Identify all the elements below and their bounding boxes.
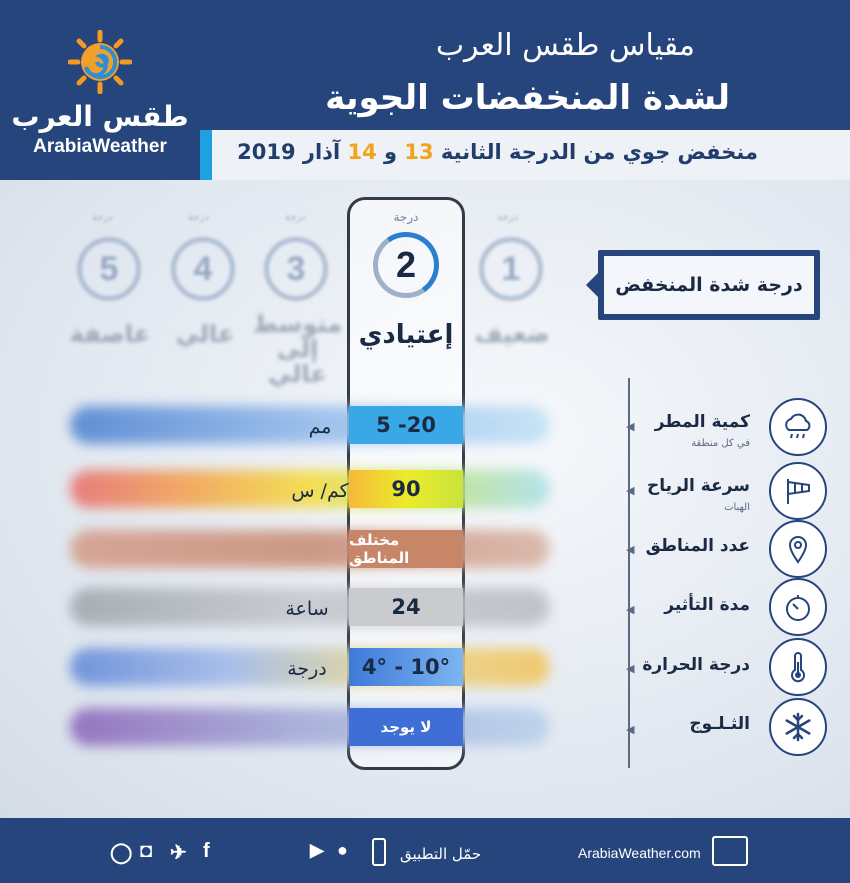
title-line1: مقياس طقس العرب (435, 28, 695, 63)
rain-label: كمية المطر (654, 412, 750, 432)
temperature-label: درجة الحرارة (642, 655, 750, 675)
duration-unit: ساعة (285, 598, 329, 620)
level-2-label: إعتيادي (358, 320, 454, 350)
windsock-icon (769, 462, 827, 520)
arrow-icon: ◀ (626, 543, 635, 556)
subtitle-pre: منخفض جوي من الدرجة الثانية (440, 140, 758, 164)
level-5-label: عاصفة (69, 320, 151, 348)
twitter-icon[interactable]: ✈ (170, 842, 187, 864)
temperature-value: 4° - 10° (349, 648, 463, 686)
title-line2: لشدة المنخفضات الجوية (325, 78, 730, 118)
subtitle-post: آذار 2019 (237, 140, 341, 164)
subtitle-accent (200, 130, 212, 180)
level-caption: درجة (285, 212, 306, 223)
rain-sublabel: في كل منطقة (691, 438, 750, 449)
snow-value: لا يوجد (349, 708, 463, 746)
snow-scale-bar (70, 708, 550, 746)
severity-tag-pointer (586, 272, 599, 298)
facebook-icon[interactable]: f (203, 840, 210, 862)
areas-label: عدد المناطق (645, 536, 750, 556)
google-play-icon[interactable]: ▶ (310, 840, 324, 860)
level-5-circle: 5 (77, 237, 141, 301)
level-caption: درجة (497, 212, 518, 223)
snow-label: الثـلـوج (689, 714, 750, 734)
subtitle (237, 140, 758, 164)
level-1-circle: 1 (479, 237, 543, 301)
level-caption: درجة (92, 212, 113, 223)
arrow-icon: ◀ (626, 484, 635, 497)
snowflake-icon (769, 698, 827, 756)
level-2-circle (373, 232, 439, 298)
phone-icon (372, 838, 386, 866)
indicator-divider (628, 378, 630, 768)
whatsapp-icon[interactable]: ◯ (110, 842, 133, 864)
stopwatch-icon (769, 578, 827, 636)
areas-value: مختلف المناطق (349, 530, 463, 568)
website-link[interactable]: ArabiaWeather.com (578, 845, 701, 861)
duration-value: 24 (349, 588, 463, 626)
logo-arabic: طقس العرب (11, 100, 189, 133)
subtitle-date2: 14 (347, 140, 377, 164)
wind-sublabel: الهبات (724, 502, 750, 513)
wind-value: 90 (349, 470, 463, 508)
instagram-icon[interactable]: ◘ (140, 840, 153, 862)
arrow-icon: ◀ (626, 723, 635, 736)
level-4-circle: 4 (171, 237, 235, 301)
thermometer-icon (769, 638, 827, 696)
apple-icon[interactable]: ● (337, 840, 348, 860)
wind-label: سرعة الرياح (647, 476, 750, 496)
subtitle-and: و (384, 140, 398, 164)
level-3-circle: 3 (264, 237, 328, 301)
subtitle-date1: 13 (404, 140, 434, 164)
arrow-icon: ◀ (626, 603, 635, 616)
download-app-label[interactable]: حمّل التطبيق (400, 845, 482, 863)
level-caption: درجة (188, 212, 209, 223)
level-2-number: 2 (395, 244, 417, 285)
arrow-icon: ◀ (626, 662, 635, 675)
rain-unit: مم (308, 416, 332, 438)
wind-unit: كم/ س (291, 480, 349, 502)
logo[interactable] (0, 0, 200, 180)
duration-label: مدة التأثير (664, 595, 750, 615)
logo-english: ArabiaWeather (33, 136, 167, 157)
temperature-unit: درجة (287, 658, 327, 680)
severity-tag-label: درجة شدة المنخفض (604, 256, 814, 314)
rain-cloud-icon (769, 398, 827, 456)
sun-logo-icon (68, 30, 132, 94)
location-pin-icon (769, 520, 827, 578)
areas-scale-bar (70, 530, 550, 568)
devices-icon (712, 836, 748, 866)
level-3-label (245, 312, 350, 388)
level-3-label-line2: إلى عالي (268, 335, 327, 389)
level-1-label: ضعيف (474, 320, 550, 348)
arrow-icon: ◀ (626, 420, 635, 433)
level-3-label-line1: متوسط (252, 310, 342, 338)
rain-value: 5 -20 (349, 406, 463, 444)
level-4-label: عالي (175, 320, 235, 348)
active-level-caption: درجة (393, 210, 419, 224)
